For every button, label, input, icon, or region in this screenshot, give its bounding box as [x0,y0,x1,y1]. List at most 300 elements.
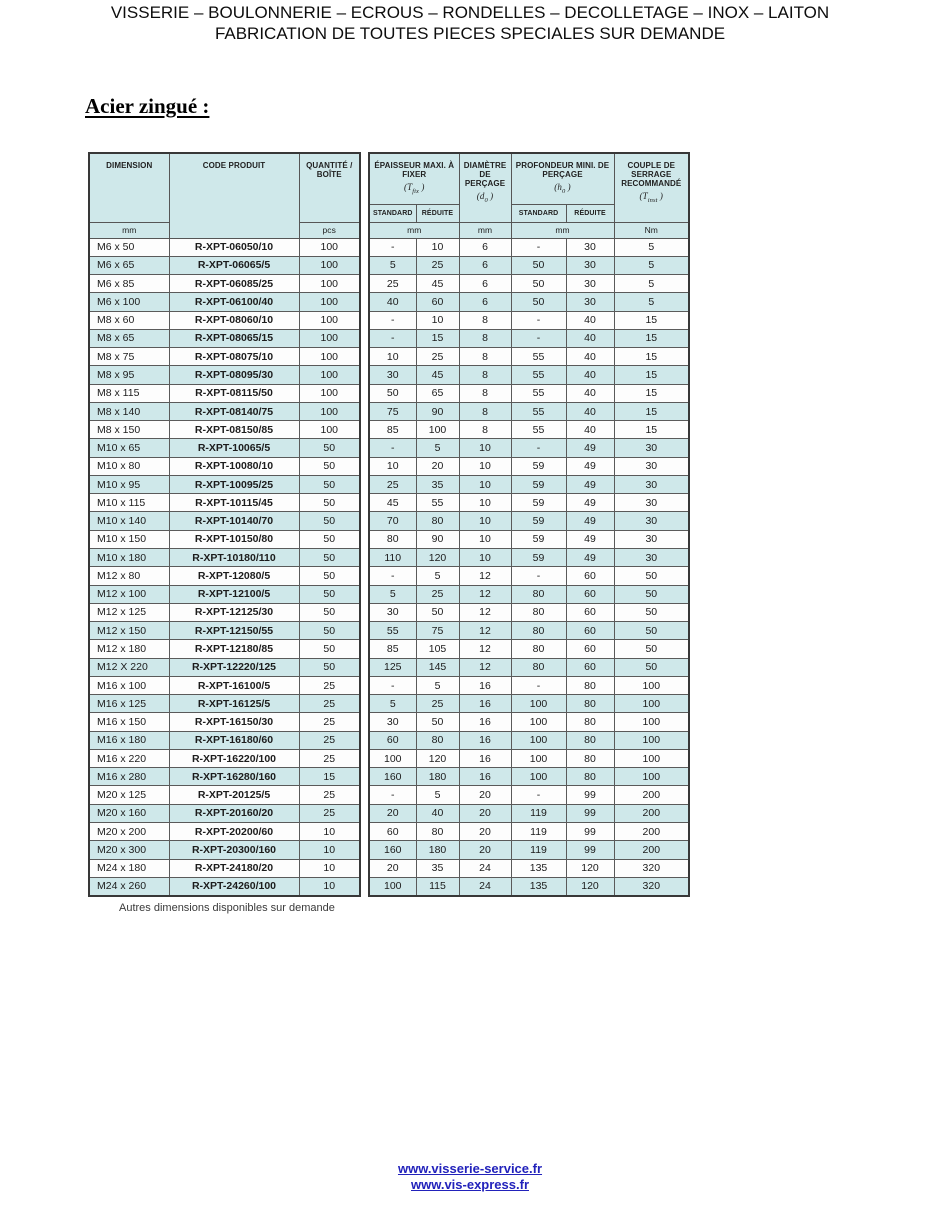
cell-epaisseur-reduite: 80 [416,512,459,530]
unit-epaisseur: mm [369,222,459,238]
cell-epaisseur-standard: 60 [369,731,416,749]
cell-dimension: M12 X 220 [89,658,169,676]
cell-epaisseur-standard: - [369,238,416,256]
cell-dimension: M6 x 100 [89,293,169,311]
cell-epaisseur-standard: - [369,311,416,329]
cell-quantite: 10 [299,877,360,895]
cell-quantite: 100 [299,366,360,384]
table-row [89,494,689,512]
cell-couple: 15 [614,311,689,329]
cell-diametre: 24 [459,859,511,877]
cell-profondeur-reduite: 80 [566,749,614,767]
cell-code-produit: R-XPT-24180/20 [169,859,299,877]
couple-label: COUPLE DE SERRAGE RECOMMANDÉ [621,161,682,188]
table-row [89,622,689,640]
cell-profondeur-reduite: 40 [566,384,614,402]
cell-quantite: 10 [299,823,360,841]
cell-couple: 50 [614,585,689,603]
table-block-gap [360,329,369,347]
cell-dimension: M10 x 80 [89,457,169,475]
col-header-code-produit: CODE PRODUIT [169,153,299,238]
cell-epaisseur-standard: - [369,786,416,804]
cell-quantite: 100 [299,256,360,274]
cell-profondeur-standard: 59 [511,494,566,512]
cell-epaisseur-standard: 20 [369,804,416,822]
cell-profondeur-standard: - [511,676,566,694]
cell-quantite: 50 [299,549,360,567]
cell-profondeur-reduite: 30 [566,275,614,293]
cell-epaisseur-reduite: 35 [416,859,459,877]
cell-profondeur-reduite: 60 [566,585,614,603]
cell-epaisseur-standard: - [369,439,416,457]
cell-profondeur-reduite: 49 [566,457,614,475]
cell-code-produit: R-XPT-12180/85 [169,640,299,658]
cell-quantite: 25 [299,804,360,822]
cell-profondeur-reduite: 49 [566,530,614,548]
table-row [89,640,689,658]
cell-profondeur-reduite: 120 [566,859,614,877]
unit-quantite: pcs [299,222,360,238]
cell-code-produit: R-XPT-10065/5 [169,439,299,457]
cell-diametre: 10 [459,549,511,567]
table-block-gap [360,786,369,804]
cell-quantite: 10 [299,859,360,877]
cell-diametre: 20 [459,841,511,859]
cell-dimension: M12 x 100 [89,585,169,603]
col-header-epaisseur [369,153,459,204]
cell-quantite: 100 [299,329,360,347]
cell-couple: 100 [614,695,689,713]
cell-couple: 200 [614,823,689,841]
cell-profondeur-reduite: 40 [566,348,614,366]
cell-quantite: 50 [299,567,360,585]
cell-epaisseur-standard: 30 [369,366,416,384]
cell-profondeur-reduite: 40 [566,311,614,329]
cell-code-produit: R-XPT-10080/10 [169,457,299,475]
table-block-gap [360,384,369,402]
table-row [89,402,689,420]
cell-epaisseur-reduite: 45 [416,275,459,293]
cell-couple: 100 [614,676,689,694]
cell-diametre: 10 [459,457,511,475]
cell-couple: 30 [614,439,689,457]
cell-epaisseur-standard: 75 [369,402,416,420]
cell-epaisseur-standard: 5 [369,256,416,274]
cell-diametre: 12 [459,585,511,603]
cell-profondeur-standard: - [511,311,566,329]
table-block-gap [360,153,369,238]
cell-profondeur-standard: 59 [511,457,566,475]
profondeur-symbol: ($h_0$ ) [554,182,571,195]
table-row [89,804,689,822]
cell-profondeur-reduite: 49 [566,439,614,457]
cell-profondeur-standard: 119 [511,841,566,859]
cell-profondeur-reduite: 40 [566,366,614,384]
cell-quantite: 15 [299,768,360,786]
cell-profondeur-standard: 80 [511,622,566,640]
cell-profondeur-reduite: 80 [566,676,614,694]
cell-diametre: 24 [459,877,511,895]
table-row [89,859,689,877]
table-row [89,549,689,567]
cell-diametre: 20 [459,804,511,822]
table-row [89,348,689,366]
cell-profondeur-reduite: 120 [566,877,614,895]
cell-epaisseur-reduite: 40 [416,804,459,822]
table-block-gap [360,457,369,475]
subcol-profondeur-standard: STANDARD [511,204,566,222]
subcol-profondeur-reduite: RÉDUITE [566,204,614,222]
cell-quantite: 100 [299,311,360,329]
cell-code-produit: R-XPT-20125/5 [169,786,299,804]
cell-epaisseur-standard: 125 [369,658,416,676]
cell-epaisseur-standard: 5 [369,695,416,713]
cell-epaisseur-standard: 100 [369,749,416,767]
cell-dimension: M8 x 140 [89,402,169,420]
cell-profondeur-standard: 100 [511,731,566,749]
cell-profondeur-reduite: 49 [566,475,614,493]
cell-profondeur-reduite: 30 [566,238,614,256]
cell-epaisseur-reduite: 25 [416,585,459,603]
table-row [89,439,689,457]
cell-quantite: 100 [299,275,360,293]
document-header [0,2,940,44]
table-block-gap [360,530,369,548]
cell-quantite: 50 [299,640,360,658]
col-header-quantite-boite: QUANTITÉ / BOÎTE [299,153,360,222]
cell-epaisseur-standard: 85 [369,640,416,658]
cell-couple: 200 [614,841,689,859]
cell-dimension: M20 x 300 [89,841,169,859]
cell-epaisseur-reduite: 80 [416,823,459,841]
cell-dimension: M6 x 85 [89,275,169,293]
cell-epaisseur-reduite: 100 [416,421,459,439]
table-block-gap [360,512,369,530]
table-row [89,311,689,329]
table-row [89,238,689,256]
table-block-gap [360,841,369,859]
cell-profondeur-standard: 135 [511,877,566,895]
table-block-gap [360,475,369,493]
cell-profondeur-standard: 135 [511,859,566,877]
cell-quantite: 50 [299,439,360,457]
cell-epaisseur-standard: 10 [369,348,416,366]
table-row [89,475,689,493]
cell-profondeur-reduite: 99 [566,823,614,841]
table-block-gap [360,713,369,731]
cell-diametre: 16 [459,749,511,767]
table-block-gap [360,256,369,274]
table-row [89,530,689,548]
table-row [89,329,689,347]
cell-dimension: M16 x 125 [89,695,169,713]
cell-diametre: 10 [459,494,511,512]
cell-quantite: 100 [299,348,360,366]
cell-epaisseur-reduite: 25 [416,695,459,713]
cell-epaisseur-standard: 20 [369,859,416,877]
diametre-symbol: ($d_0$ ) [476,191,494,204]
cell-epaisseur-reduite: 35 [416,475,459,493]
cell-profondeur-reduite: 30 [566,256,614,274]
cell-quantite: 50 [299,475,360,493]
cell-quantite: 50 [299,457,360,475]
table-block-gap [360,859,369,877]
cell-profondeur-standard: - [511,786,566,804]
cell-code-produit: R-XPT-10180/110 [169,549,299,567]
cell-couple: 30 [614,512,689,530]
cell-profondeur-reduite: 80 [566,695,614,713]
cell-profondeur-reduite: 80 [566,713,614,731]
unit-diametre: mm [459,222,511,238]
col-header-dimension: DIMENSION [89,153,169,222]
cell-profondeur-standard: - [511,329,566,347]
cell-epaisseur-standard: 55 [369,622,416,640]
cell-epaisseur-reduite: 50 [416,603,459,621]
cell-couple: 200 [614,804,689,822]
cell-profondeur-reduite: 49 [566,549,614,567]
cell-profondeur-standard: 80 [511,658,566,676]
cell-diametre: 12 [459,640,511,658]
table-row [89,567,689,585]
cell-quantite: 100 [299,384,360,402]
table-header [89,153,689,238]
cell-epaisseur-reduite: 65 [416,384,459,402]
table-block-gap [360,749,369,767]
table-row [89,713,689,731]
cell-code-produit: R-XPT-06050/10 [169,238,299,256]
cell-diametre: 8 [459,366,511,384]
cell-couple: 5 [614,256,689,274]
cell-code-produit: R-XPT-10095/25 [169,475,299,493]
cell-diametre: 8 [459,402,511,420]
cell-profondeur-standard: 80 [511,640,566,658]
cell-dimension: M24 x 180 [89,859,169,877]
table-block-gap [360,695,369,713]
cell-epaisseur-reduite: 25 [416,256,459,274]
cell-quantite: 50 [299,530,360,548]
cell-epaisseur-reduite: 50 [416,713,459,731]
cell-code-produit: R-XPT-16180/60 [169,731,299,749]
cell-dimension: M16 x 180 [89,731,169,749]
table-row [89,457,689,475]
cell-dimension: M20 x 200 [89,823,169,841]
cell-diametre: 16 [459,768,511,786]
cell-epaisseur-standard: - [369,329,416,347]
cell-epaisseur-standard: 5 [369,585,416,603]
cell-epaisseur-reduite: 105 [416,640,459,658]
cell-diametre: 8 [459,311,511,329]
cell-diametre: 12 [459,622,511,640]
cell-couple: 320 [614,877,689,895]
cell-epaisseur-reduite: 90 [416,530,459,548]
cell-epaisseur-reduite: 80 [416,731,459,749]
cell-diametre: 20 [459,823,511,841]
cell-dimension: M8 x 150 [89,421,169,439]
cell-epaisseur-reduite: 10 [416,311,459,329]
cell-couple: 50 [614,640,689,658]
cell-diametre: 10 [459,530,511,548]
cell-profondeur-reduite: 60 [566,622,614,640]
cell-code-produit: R-XPT-20300/160 [169,841,299,859]
cell-profondeur-standard: - [511,439,566,457]
cell-couple: 100 [614,713,689,731]
cell-epaisseur-reduite: 55 [416,494,459,512]
cell-quantite: 100 [299,421,360,439]
cell-profondeur-reduite: 99 [566,841,614,859]
link-vis-express[interactable]: www.vis-express.fr [410,1177,529,1192]
table-block-gap [360,622,369,640]
cell-profondeur-reduite: 40 [566,402,614,420]
cell-quantite: 10 [299,841,360,859]
unit-dimension: mm [89,222,169,238]
cell-code-produit: R-XPT-12150/55 [169,622,299,640]
table-row [89,749,689,767]
cell-couple: 100 [614,749,689,767]
cell-code-produit: R-XPT-08065/15 [169,329,299,347]
table-row [89,512,689,530]
table-row [89,384,689,402]
table-block-gap [360,348,369,366]
cell-profondeur-standard: 119 [511,823,566,841]
cell-dimension: M16 x 280 [89,768,169,786]
cell-couple: 30 [614,494,689,512]
cell-profondeur-reduite: 49 [566,494,614,512]
table-footnote: Autres dimensions disponibles sur demande [119,902,335,914]
unit-profondeur: mm [511,222,614,238]
cell-couple: 15 [614,402,689,420]
cell-dimension: M8 x 65 [89,329,169,347]
cell-code-produit: R-XPT-12125/30 [169,603,299,621]
cell-couple: 50 [614,622,689,640]
cell-code-produit: R-XPT-20160/20 [169,804,299,822]
table-block-gap [360,439,369,457]
product-table [88,152,690,897]
cell-diametre: 16 [459,731,511,749]
cell-diametre: 20 [459,786,511,804]
footer-links [0,1161,940,1193]
cell-couple: 15 [614,329,689,347]
cell-epaisseur-reduite: 10 [416,238,459,256]
cell-quantite: 25 [299,749,360,767]
cell-epaisseur-standard: 25 [369,475,416,493]
table-block-gap [360,768,369,786]
cell-code-produit: R-XPT-08060/10 [169,311,299,329]
cell-couple: 320 [614,859,689,877]
cell-quantite: 25 [299,676,360,694]
table-header-row-main [89,153,689,204]
table-row [89,585,689,603]
cell-couple: 100 [614,731,689,749]
cell-epaisseur-reduite: 5 [416,786,459,804]
cell-epaisseur-standard: 30 [369,713,416,731]
cell-code-produit: R-XPT-08075/10 [169,348,299,366]
table-block-gap [360,877,369,895]
cell-profondeur-reduite: 99 [566,786,614,804]
table-block-gap [360,421,369,439]
cell-profondeur-standard: 80 [511,585,566,603]
cell-code-produit: R-XPT-16220/100 [169,749,299,767]
cell-diametre: 16 [459,695,511,713]
cell-diametre: 6 [459,293,511,311]
cell-code-produit: R-XPT-20200/60 [169,823,299,841]
table-block-gap [360,549,369,567]
cell-profondeur-standard: 50 [511,293,566,311]
cell-epaisseur-reduite: 60 [416,293,459,311]
cell-profondeur-reduite: 60 [566,640,614,658]
table-block-gap [360,567,369,585]
table-row [89,366,689,384]
table-row [89,293,689,311]
cell-epaisseur-standard: 45 [369,494,416,512]
cell-diametre: 6 [459,275,511,293]
cell-dimension: M12 x 150 [89,622,169,640]
cell-code-produit: R-XPT-24260/100 [169,877,299,895]
cell-dimension: M12 x 80 [89,567,169,585]
doc-header-line2: FABRICATION DE TOUTES PIECES SPECIALES SUR DEMANDE [214,24,726,43]
cell-couple: 5 [614,293,689,311]
cell-epaisseur-reduite: 15 [416,329,459,347]
cell-epaisseur-reduite: 180 [416,841,459,859]
cell-diametre: 10 [459,439,511,457]
cell-profondeur-reduite: 40 [566,421,614,439]
cell-dimension: M10 x 115 [89,494,169,512]
cell-dimension: M24 x 260 [89,877,169,895]
table-block-gap [360,603,369,621]
cell-diametre: 8 [459,329,511,347]
cell-profondeur-standard: 50 [511,256,566,274]
cell-diametre: 10 [459,475,511,493]
cell-profondeur-reduite: 60 [566,603,614,621]
cell-dimension: M20 x 125 [89,786,169,804]
table-block-gap [360,731,369,749]
link-visserie-service[interactable]: www.visserie-service.fr [397,1161,543,1176]
table-row [89,877,689,895]
cell-profondeur-standard: 59 [511,475,566,493]
cell-profondeur-reduite: 30 [566,293,614,311]
table-row [89,786,689,804]
cell-profondeur-standard: 55 [511,348,566,366]
cell-code-produit: R-XPT-16125/5 [169,695,299,713]
cell-quantite: 50 [299,603,360,621]
cell-epaisseur-standard: 50 [369,384,416,402]
table-block-gap [360,585,369,603]
product-table-container [88,152,690,897]
cell-quantite: 25 [299,786,360,804]
table-body [89,238,689,896]
cell-dimension: M8 x 115 [89,384,169,402]
cell-epaisseur-reduite: 145 [416,658,459,676]
cell-quantite: 25 [299,731,360,749]
epaisseur-symbol: ($T_{fix}$ ) [404,182,425,195]
cell-code-produit: R-XPT-16280/160 [169,768,299,786]
table-block-gap [360,494,369,512]
cell-epaisseur-reduite: 75 [416,622,459,640]
cell-dimension: M16 x 220 [89,749,169,767]
table-block-gap [360,366,369,384]
cell-profondeur-standard: 55 [511,402,566,420]
table-block-gap [360,275,369,293]
unit-couple: Nm [614,222,689,238]
cell-epaisseur-reduite: 180 [416,768,459,786]
cell-profondeur-reduite: 99 [566,804,614,822]
cell-couple: 30 [614,549,689,567]
cell-profondeur-standard: 80 [511,603,566,621]
table-block-gap [360,402,369,420]
profondeur-label: PROFONDEUR MINI. DE PERÇAGE [515,161,610,179]
table-row [89,658,689,676]
cell-epaisseur-reduite: 5 [416,439,459,457]
cell-couple: 30 [614,475,689,493]
